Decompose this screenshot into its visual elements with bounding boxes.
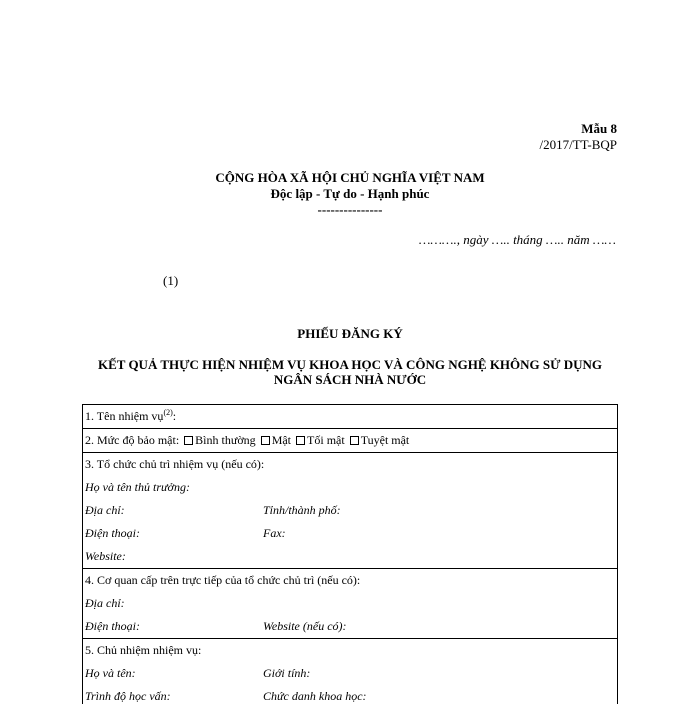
leader-gender-field: Giới tính: — [263, 666, 311, 680]
superior-agency-label: 4. Cơ quan cấp trên trực tiếp của tổ chức chủ trì (nếu có): — [85, 573, 361, 587]
leader-education-field: Trình độ học vấn: — [85, 689, 171, 703]
circular-number: /2017/TT-BQP — [539, 137, 617, 152]
leader-academic-title-field: Chức danh khoa học: — [263, 689, 367, 703]
motto: Độc lập - Tự do - Hạnh phúc — [270, 186, 430, 201]
form-subtitle: KẾT QUẢ THỰC HIỆN NHIỆM VỤ KHOA HỌC VÀ CÔNG NGHỆ KHÔNG SỬ DỤNG NGÂN SÁCH NHÀ NƯỚC — [97, 357, 603, 387]
superior-website-field: Website (nếu có): — [263, 619, 347, 633]
leader-name-field: Họ và tên: — [85, 666, 136, 680]
section-task-name — [83, 405, 617, 429]
form-title: PHIẾU ĐĂNG KÝ — [297, 326, 403, 341]
host-city-field: Tỉnh/thành phố: — [263, 503, 341, 517]
header-rule: --------------- — [317, 202, 383, 217]
registration-form-table — [82, 404, 618, 704]
footnote-2: (2) — [163, 408, 173, 417]
form-code — [539, 121, 617, 153]
section-superior-agency — [83, 569, 617, 639]
host-address-field: Địa chỉ: — [85, 503, 125, 517]
task-name-label: 1. Tên nhiệm vụ — [85, 409, 164, 423]
section-security-level — [83, 429, 617, 453]
option-absolute-secret: Tuyệt mật — [360, 433, 410, 447]
host-phone-field: Điện thoại: — [85, 526, 140, 540]
checkbox-secret[interactable] — [261, 436, 270, 445]
host-fax-field: Fax: — [263, 526, 286, 540]
section-task-leader — [83, 639, 617, 708]
option-normal: Bình thường — [195, 433, 256, 447]
national-header — [0, 170, 700, 218]
option-top-secret: Tối mật — [307, 433, 345, 447]
checkbox-normal[interactable] — [184, 436, 193, 445]
host-head-name-field: Họ và tên thủ trưởng: — [85, 480, 190, 494]
checkbox-absolute-secret[interactable] — [350, 436, 359, 445]
checkbox-top-secret[interactable] — [296, 436, 305, 445]
date-line: ………., ngày ….. tháng ….. năm …… — [418, 232, 616, 247]
note-one: (1) — [163, 273, 179, 288]
superior-address-field: Địa chỉ: — [85, 596, 125, 610]
country-name: CỘNG HÒA XÃ HỘI CHỦ NGHĨA VIỆT NAM — [215, 170, 485, 185]
superior-phone-field: Điện thoại: — [85, 619, 140, 633]
task-leader-label: 5. Chủ nhiệm nhiệm vụ: — [85, 643, 202, 657]
option-secret: Mật — [271, 433, 292, 447]
host-org-label: 3. Tổ chức chủ trì nhiệm vụ (nếu có): — [85, 457, 265, 471]
section-host-organization — [83, 453, 617, 569]
form-name: Mẫu 8 — [581, 121, 617, 136]
security-level-label: 2. Mức độ bảo mật: — [85, 433, 180, 447]
host-website-field: Website: — [85, 549, 126, 563]
task-name-colon: : — [172, 409, 177, 423]
